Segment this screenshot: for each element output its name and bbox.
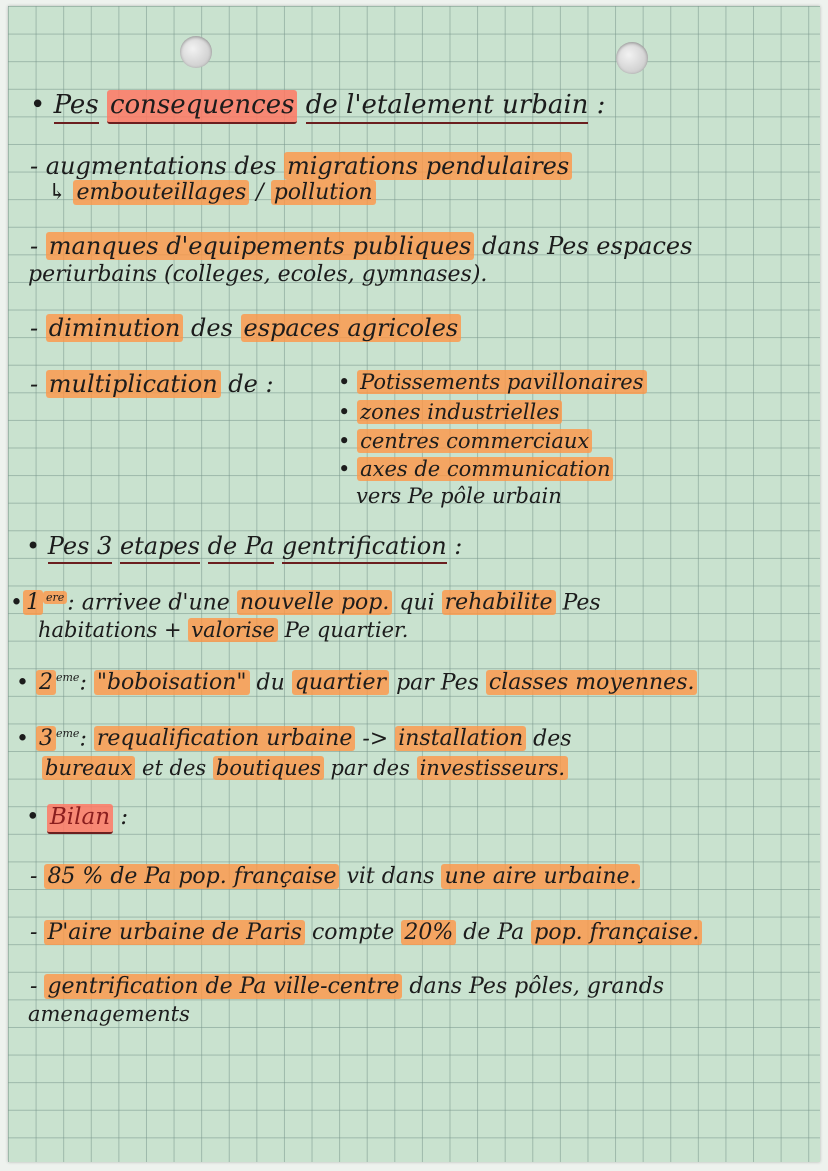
sub-list-item: • axes de communication bbox=[338, 459, 613, 480]
punch-hole-right bbox=[616, 42, 648, 74]
list-item: - manques d'equipements publiques dans Pes espaces bbox=[30, 232, 693, 260]
list-item: ↳ embouteillages / pollution bbox=[48, 182, 376, 204]
list-item: - augmentations des migrations pendulaires bbox=[30, 154, 572, 178]
list-item: - P'aire urbaine de Paris compte 20% de Pa pop. française. bbox=[30, 922, 702, 944]
list-item: - 85 % de Pa pop. française vit dans une aire urbaine. bbox=[30, 866, 640, 888]
notebook-page bbox=[8, 6, 820, 1162]
step-3: • 3 $^{eme}$: requalification urbaine -> installation des bbox=[16, 726, 572, 752]
sub-list-item: • centres commerciaux bbox=[338, 431, 592, 452]
list-item: periurbains (colleges, ecoles, gymnases). bbox=[28, 262, 488, 287]
step-1-cont: habitations + valorise Pe quartier. bbox=[38, 618, 409, 642]
section-title-gentrification: • Pes 3 etapes de Pa gentrification : bbox=[26, 534, 462, 558]
step-3-cont: bureaux et des boutiques par des investisseurs. bbox=[42, 758, 568, 779]
step-2: • 2 $^{eme}$: "boboisation" du quartier par Pes classes moyennes. bbox=[16, 672, 697, 694]
sub-list-item: • Potissements pavillonaires bbox=[338, 372, 647, 393]
sub-list-footer: vers Pe pôle urbain bbox=[356, 484, 562, 508]
section-title-consequences: • Pes consequences de l'etalement urbain : bbox=[30, 92, 605, 118]
bullet: • bbox=[30, 90, 46, 120]
list-item: - diminution des espaces agricoles bbox=[30, 316, 461, 340]
section-title-bilan: • Bilan : bbox=[26, 806, 128, 829]
step-1: • 1 $^{ere}$ : arrivee d'une nouvelle pop. qui rehabilite Pes bbox=[10, 590, 601, 616]
list-item: amenagements bbox=[28, 1002, 190, 1026]
list-item: - gentrification de Pa ville-centre dans Pes pôles, grands bbox=[30, 974, 665, 999]
sub-list-item: • zones industrielles bbox=[338, 402, 562, 423]
punch-hole-left bbox=[180, 36, 212, 68]
list-item: - multiplication de : bbox=[30, 370, 274, 398]
